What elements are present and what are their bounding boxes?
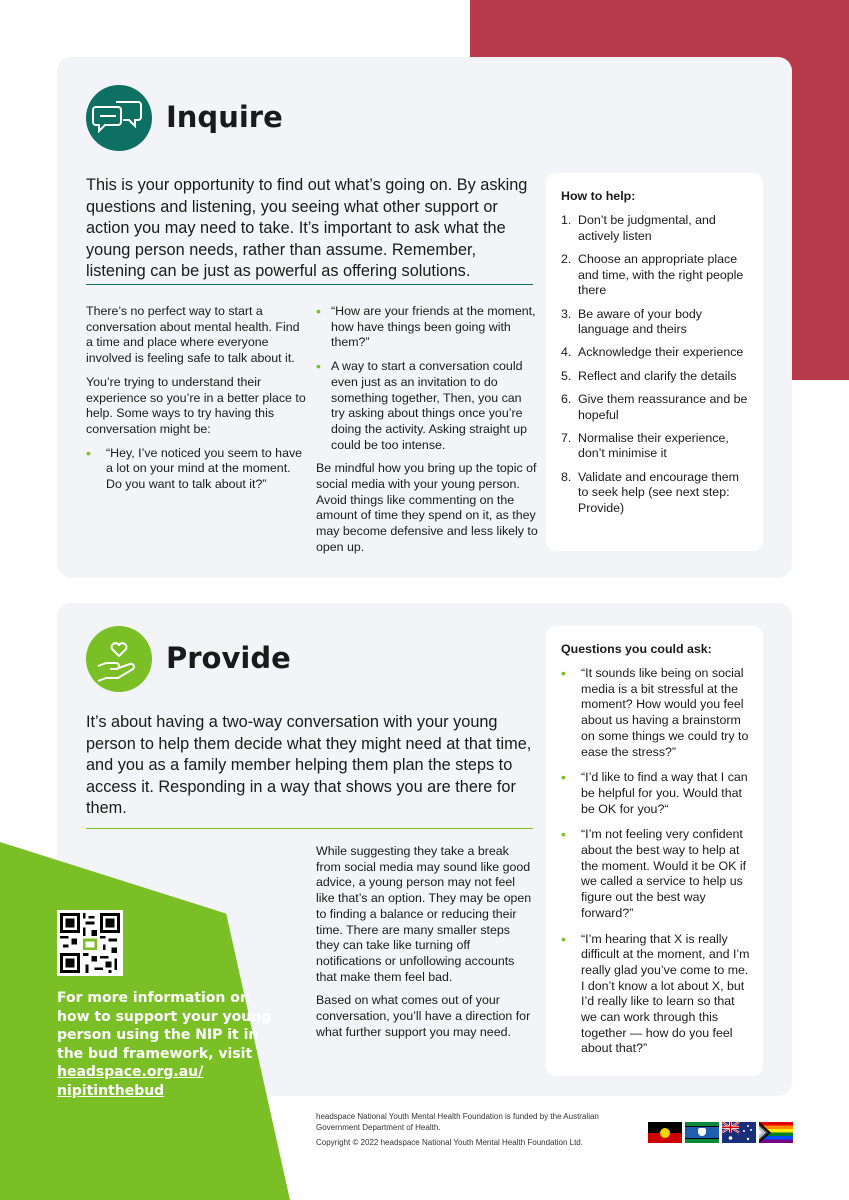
list-number: 5. bbox=[561, 368, 572, 383]
copyright: Copyright © 2022 headspace National Youth Mental Health Foundation Ltd. bbox=[316, 1138, 583, 1147]
heart-hand-icon bbox=[86, 626, 152, 692]
list-text: Validate and encourage them to seek help (see next step: Provide) bbox=[578, 469, 739, 516]
aboriginal-flag-icon bbox=[648, 1122, 682, 1143]
more-info-label: For more information on how to support your young person using the NIP it in the bud framework, visit bbox=[57, 990, 272, 1062]
footer bbox=[316, 1112, 636, 1149]
inquire-paragraph: You’re trying to understand their experience so you’re in a better place to help. Some ways to try having this conversation might be: bbox=[86, 374, 306, 436]
qr-code-icon[interactable] bbox=[57, 910, 123, 976]
questions-title: Questions you could ask: bbox=[561, 642, 712, 656]
list-item bbox=[561, 307, 749, 338]
list-number: 1. bbox=[561, 213, 572, 227]
how-to-help-box bbox=[546, 173, 763, 551]
list-number: 8. bbox=[561, 469, 572, 484]
inquire-paragraph: Be mindful how you bring up the topic of social media with your young person. Avoid things like commenting on the amount of time they spend on it, as they may become defensive and less likely to open up. bbox=[316, 461, 538, 554]
list-text: Reflect and clarify the details bbox=[578, 368, 737, 383]
question-item: • “It sounds like being on social media is a bit stressful at the moment? How would you feel about us having a brainstorm on some things we could try to ease the stress?” bbox=[561, 666, 751, 760]
list-item bbox=[561, 470, 749, 517]
list-item bbox=[561, 252, 749, 299]
list-item bbox=[561, 431, 749, 462]
question-item: • “I’m not feeling very confident about the best way to help at the moment. Would it be OK if we called a service to help us figure out the best way forward?” bbox=[561, 827, 751, 921]
list-item bbox=[561, 345, 749, 361]
inquire-divider bbox=[86, 284, 533, 285]
list-number: 3. bbox=[561, 306, 572, 321]
speech-bubbles-icon bbox=[86, 85, 152, 151]
inquire-lead: This is your opportunity to find out what’s going on. By asking questions and listening, you seeing what other support or action you may need to take. It’s important to ask what the young person needs, rather than assume. Remember, listening can be just as powerful as offering solutions. bbox=[86, 176, 528, 280]
list-number: 7. bbox=[561, 430, 572, 445]
provide-column-2 bbox=[316, 844, 534, 1048]
more-info-text bbox=[57, 989, 272, 1100]
list-item bbox=[561, 369, 749, 385]
inquire-title: Inquire bbox=[166, 100, 283, 134]
list-text: Give them reassurance and be hopeful bbox=[578, 391, 748, 422]
list-text: Choose an appropriate place and time, with the right people there bbox=[578, 251, 744, 298]
provide-title: Provide bbox=[166, 641, 291, 675]
inquire-bullet: • “Hey, I’ve noticed you seem to have a lot on your mind at the moment. Do you want to talk about it?” bbox=[86, 446, 308, 493]
provide-paragraph: While suggesting they take a break from social media may sound like good advice, a young person may not feel like that’s an option. They may be open to finding a balance or reducing their time. There are many smaller steps they can take like turning off notifications or unfollowing accounts that make them feel bad. bbox=[316, 844, 532, 984]
australian-flag-icon bbox=[722, 1122, 756, 1143]
funding-note: headspace National Youth Mental Health Foundation is funded by the Australian Government Department of Health. bbox=[316, 1112, 599, 1132]
torres-strait-islander-flag-icon bbox=[685, 1122, 719, 1143]
progress-pride-flag-icon bbox=[759, 1122, 793, 1143]
provide-paragraph: Based on what comes out of your conversation, you’ll have a direction for what further support you may need. bbox=[316, 993, 531, 1039]
question-item: • “I’d like to find a way that I can be helpful for you. Would that be OK for you?“ bbox=[561, 770, 751, 817]
inquire-column-2 bbox=[316, 304, 538, 564]
how-to-help-title: How to help: bbox=[561, 189, 636, 203]
how-to-help-list bbox=[561, 213, 749, 517]
inquire-column-1 bbox=[86, 304, 308, 501]
questions-box bbox=[546, 626, 763, 1076]
list-text: Acknowledge their experience bbox=[578, 345, 744, 360]
provide-lead: It’s about having a two-way conversation with your young person to help them decide what they might need at that time, and you as a family member helping them plan the steps to access it. Responding in a way that shows you are there for them. bbox=[86, 713, 532, 817]
inquire-bullet: • “How are your friends at the moment, how have things been going with them?” bbox=[316, 304, 538, 351]
question-item: • “I’m hearing that X is really difficult at the moment, and I’m really glad you’ve come to me. I don’t know a lot about X, but I’d really like to learn so that we can work through this together — how do you feel about that?” bbox=[561, 932, 751, 1058]
list-number: 6. bbox=[561, 391, 572, 406]
headspace-link[interactable]: headspace.org.au/ nipitinthebud bbox=[57, 1064, 204, 1099]
inquire-paragraph: There’s no perfect way to start a conversation about mental health. Find a time and place where everyone involved is feeling safe to talk about it. bbox=[86, 304, 300, 366]
list-number: 4. bbox=[561, 345, 572, 360]
list-text: Don’t be judgmental, and actively listen bbox=[578, 213, 716, 243]
inquire-bullet: • A way to start a conversation could even just as an invitation to do something together, Then, you can try asking about things once you’re doing the activity. Asking straight up could be too intense. bbox=[316, 359, 538, 453]
list-text: Normalise their experience, don’t minimise it bbox=[578, 430, 729, 461]
provide-divider bbox=[86, 828, 533, 829]
list-item bbox=[561, 213, 749, 244]
flags-row bbox=[648, 1122, 793, 1143]
list-number: 2. bbox=[561, 251, 572, 266]
list-item bbox=[561, 392, 749, 423]
list-text: Be aware of your body language and theirs bbox=[578, 306, 702, 337]
